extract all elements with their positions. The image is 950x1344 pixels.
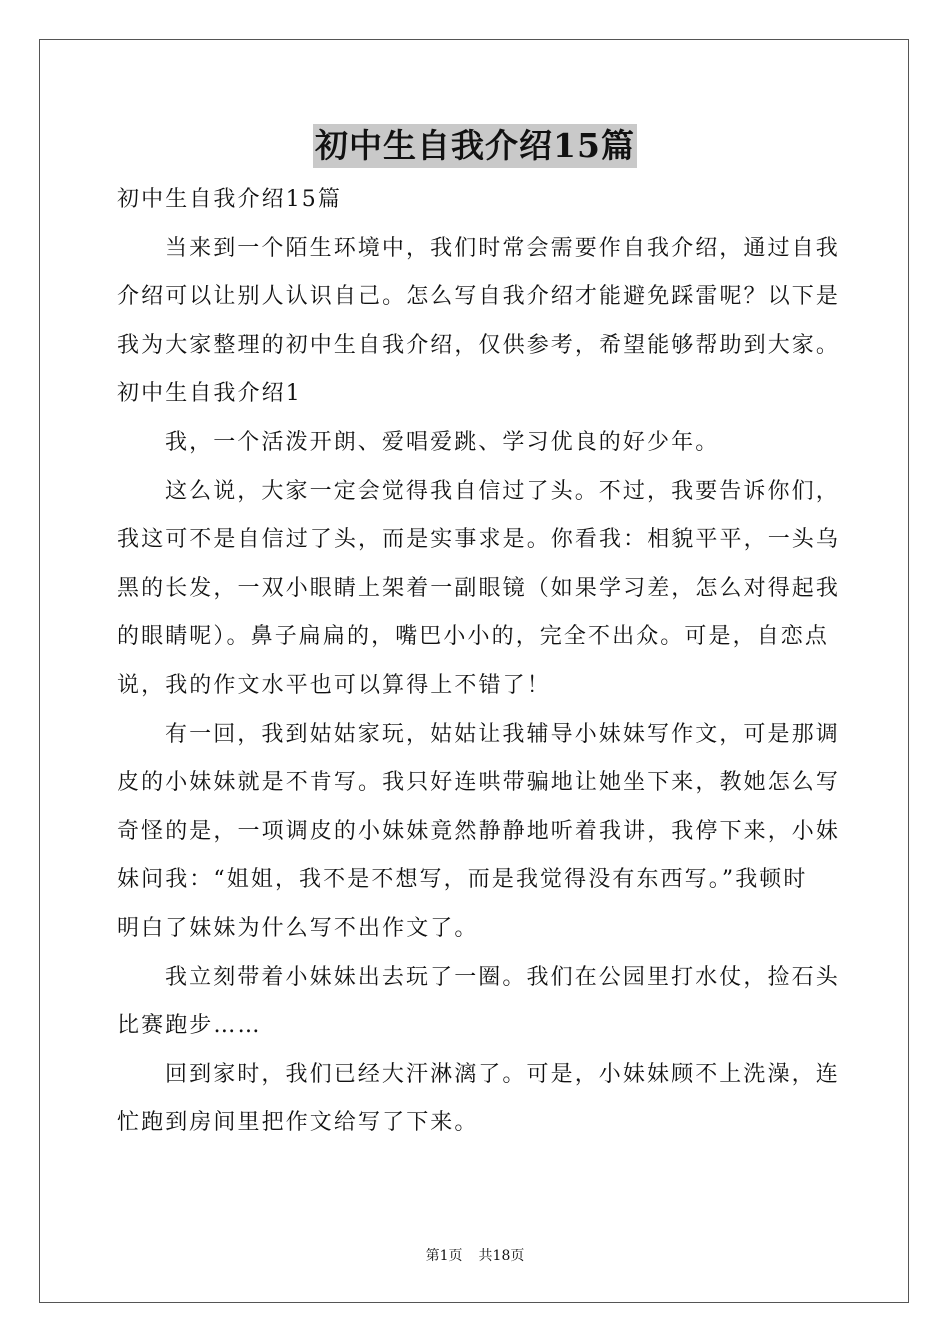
text-line: 初中生自我介绍15篇 (117, 187, 342, 212)
text-line: 明白了妹妹为什么写不出作文了。 (117, 915, 479, 941)
text-line: 回到家时，我们已经大汗淋漓了。可是，小妹妹顾不上洗澡，连 (165, 1061, 840, 1087)
text-line: 我，一个活泼开朗、爱唱爱跳、学习优良的好少年。 (165, 429, 720, 455)
text-line: 我为大家整理的初中生自我介绍，仅供参考，希望能够帮助到大家。 (117, 332, 841, 358)
document-title: 初中生自我介绍15篇 (313, 124, 637, 168)
text-line: 的眼睛呢）。鼻子扁扁的，嘴巴小小的，完全不出众。可是，自恋点 (117, 624, 830, 650)
text-line: 有一回，我到姑姑家玩，姑姑让我辅导小妹妹写作文，可是那调 (165, 721, 840, 747)
text-line: 黑的长发，一双小眼睛上架着一副眼镜（如果学习差，怎么对得起我 (117, 575, 841, 601)
text-line: 奇怪的是，一项调皮的小妹妹竟然静静地听着我讲，我停下来，小妹 (117, 818, 841, 844)
text-line: 这么说，大家一定会觉得我自信过了头。不过，我要告诉你们， (165, 478, 840, 504)
text-line: 我这可不是自信过了头，而是实事求是。你看我：相貌平平，一头乌 (117, 527, 841, 553)
text-line: 介绍可以让别人认识自己。怎么写自我介绍才能避免踩雷呢？以下是 (117, 284, 841, 310)
text-line: 妹问我：“姐姐，我不是不想写，而是我觉得没有东西写。”我顿时 (117, 867, 808, 893)
text-line: 当来到一个陌生环境中，我们时常会需要作自我介绍，通过自我 (165, 235, 840, 261)
page-number: 第1页 (425, 1248, 463, 1264)
text-line: 说，我的作文水平也可以算得上不错了！ (117, 672, 551, 698)
document-body (117, 176, 841, 1148)
page-footer (0, 1246, 950, 1266)
section-heading: 初中生自我介绍1 (117, 381, 302, 407)
title-container (0, 124, 950, 168)
text-line: 忙跑到房间里把作文给写了下来。 (117, 1110, 479, 1136)
text-line: 我立刻带着小妹妹出去玩了一圈。我们在公园里打水仗，捡石头 (165, 964, 840, 990)
page-total: 共18页 (478, 1248, 525, 1264)
text-line: 比赛跑步…… (117, 1013, 262, 1039)
text-line: 皮的小妹妹就是不肯写。我只好连哄带骗地让她坐下来，教她怎么写 (117, 770, 841, 796)
